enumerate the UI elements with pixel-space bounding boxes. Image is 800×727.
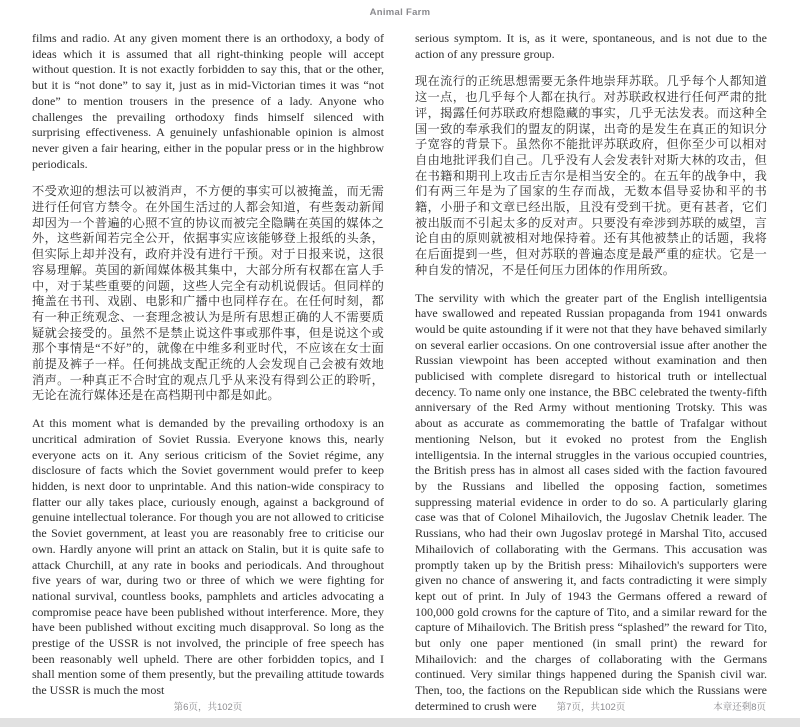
right-page[interactable] (415, 31, 767, 727)
paragraph-english: The servility with which the greater part of the English intelligentsia have swallowed and repeated Russian propaganda from 1941 onwards would be quite astounding if it were not that they have behaved similarly on several earlier occasions. On one controversial issue after another the Russian viewpoint has been accepted without examination and then publicised with complete disregard to historical truth or intellectual decency. To name only one instance, the BBC celebrated the twenty-fifth anniversary of the Red Army without mentioning Trotsky. This was about as accurate as commemorating the battle of Trafalgar without mentioning Nelson, but it evoked no protest from the English intelligentsia. In the internal struggles in the various occupied countries, the British press has in almost all cases sided with the faction favoured by the Russians and libelled the opposing faction, sometimes suppressing material evidence in order to do so. A particularly glaring case was that of Colonel Mihailovich, the Jugoslav Chetnik leader. The Russians, who had their own Jugoslav protegé in Marshal Tito, accused Mihailovich of collaborating with the Germans. This accusation was promptly taken up by the British press: Mihailovich's supporters were given no chance of answering it, and facts contradicting it were simply kept out of print. In July of 1943 the Germans offered a reward of 100,000 gold crowns for the capture of Tito, and a similar reward for the capture of Mihailovich. The British press “splashed” the reward for Tito, but only one paper mentioned (in small print) the reward for Mihailovich: and the charges of collaborating with the Germans continued. Very similar things happened during the Spanish civil war. Then, too, the factions on the Republican side which the Russians were determined to crush were (415, 290, 767, 713)
paragraph-chinese-translation: 现在流行的正统思想需要无条件地崇拜苏联。几乎每个人都知道这一点，也几乎每个人都在执行。对苏联政权进行任何严肃的批评，揭露任何苏联政府想隐藏的事实，几乎无法发表。而这种全国一致的奉承我们的盟友的阴谋，出奇的是发生在真正的知识分子宽容的背景下。虽然你不能批评苏联政府，但你至少可以相对自由地批评我们自己。几乎没有人会发表针对斯大林的攻击，但在书籍和期刊上攻击丘吉尔是相当安全的。在五年的战争中，我们有两三年是为了国家的生存而战，无数本倡导妥协和平的书籍，小册子和文章已经出版，且没有受到干扰。更有甚者，它们被出版而不引起太多的反对声。只要没有牵涉到苏联的威望，言论自由的原则就被相对地保持着。还有其他被禁止的话题，我将在后面提到一些，但对苏联的普遍态度是最严重的症状。它是一种自发的情况，不是任何压力团体的作用所致。 (415, 74, 767, 277)
left-page-number: 第6页，共102页 (173, 702, 243, 713)
bottom-edge-bar (0, 718, 800, 727)
paragraph-english: At this moment what is demanded by the prevailing orthodoxy is an uncritical admiration of Soviet Russia. Everyone knows this, nearly everyone acts on it. Any serious criticism of the Soviet régime, any disclosure of facts which the Soviet government would prefer to keep hidden, is next door to unprintable. And this nation-wide conspiracy to flatter our ally takes place, curiously enough, against a background of genuine intellectual tolerance. For though you are not allowed to criticise the Soviet government, at least you are reasonably free to criticise our own. Hardly anyone will print an attack on Stalin, but it is quite safe to attack Churchill, at any rate in books and periodicals. And throughout five years of war, during two or three of which we were fighting for national survival, countless books, pamphlets and articles advocating a compromise peace have been published without interference. More, they have been published without exciting much disapproval. So long as the prestige of the USSR is not involved, the principle of free speech has been reasonably well upheld. There are other forbidden topics, and I shall mention some of them presently, but the prevailing attitude towards the USSR is much the most (32, 416, 384, 698)
paragraph-english-continued: serious symptom. It is, as it were, spontaneous, and is not due to the action of any pressure group. (415, 31, 767, 61)
book-title: Animal Farm (369, 7, 431, 18)
left-page[interactable] (32, 31, 384, 727)
paragraph-english-continued: films and radio. At any given moment there is an orthodoxy, a body of ideas which it is assumed that all right-thinking people will accept without question. It is not exactly forbidden to say this, that or the other, but it is “not done” to say it, just as in mid-Victorian times it was “not done” to mention trousers in the presence of a lady. Anyone who challenges the prevailing orthodoxy finds himself silenced with surprising effectiveness. A genuinely unfashionable opinion is almost never given a fair hearing, either in the popular press or in the highbrow periodicals. (32, 31, 384, 171)
right-page-number: 第7页，共102页 (556, 702, 626, 713)
page-spread (32, 31, 768, 727)
chapter-pages-remaining: 本章还剩8页 (713, 702, 766, 713)
paragraph-chinese-translation: 不受欢迎的想法可以被消声，不方便的事实可以被掩盖，而无需进行任何官方禁令。在外国生活过的人都会知道，有些轰动新闻却因为一个普遍的心照不宣的协议而被完全隐瞒在英国的媒体之外，这些新闻若完全公开，依据事实应该能够登上报纸的头条，但实际上却并没有，政府并没有进行干预。对于日报来说，这很容易理解。英国的新闻媒体极其集中，大部分所有权都在富人手中，对于某些重要的问题，这些人完全有动机说假话。但同样的掩盖在书刊、戏剧、电影和广播中也同样存在。在任何时刻，都有一种正统观念、一套理念被认为是所有思想正确的人不需要质疑就会接受的。虽然不是禁止说这件事或那件事，但是说这个或那个事情是“不好”的，就像在中维多利亚时代，不应该在女士面前提及裤子一样。任何挑战支配正统的人会发现自己会被有效地消声。一种真正不合时宜的观点几乎从来没有得到公正的聆听，无论在流行媒体还是在高档期刊中都是如此。 (32, 184, 384, 403)
